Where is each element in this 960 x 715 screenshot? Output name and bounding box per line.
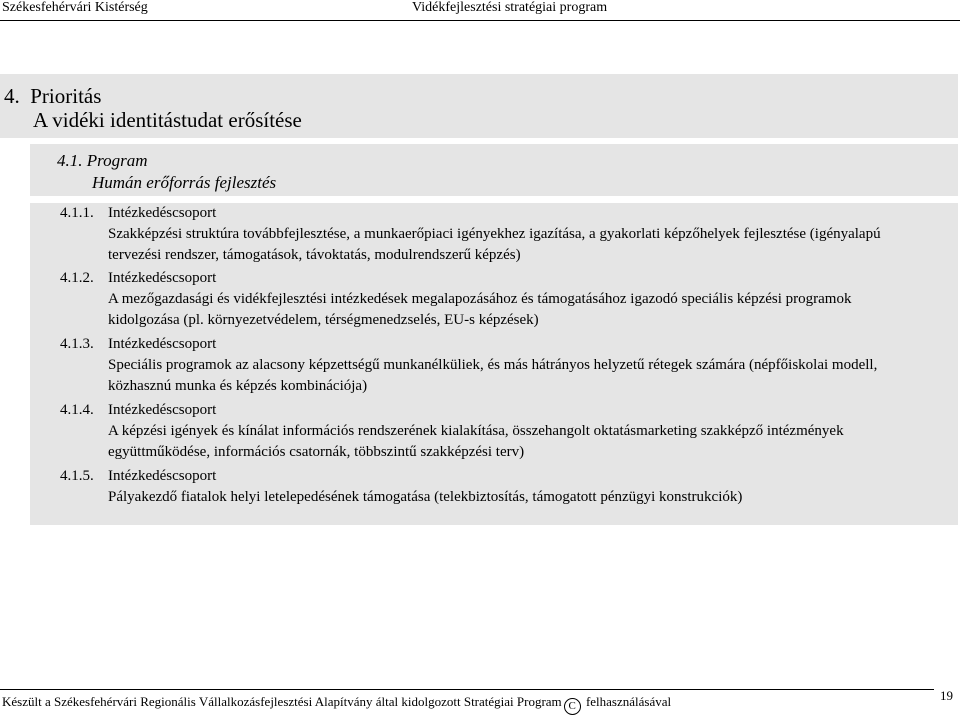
measure-group	[60, 268, 960, 331]
measure-description-line: Speciális programok az alacsony képzettségű munkanélküliek, és más hátrányos helyzetű rétegek számára (népfőiskolai modell,	[108, 357, 878, 373]
measure-group	[60, 400, 960, 463]
measure-description-line: Szakképzési struktúra továbbfejlesztése, a munkaerőpiaci igényekhez igazítása, a gyakorlati képzőhelyek fejlesztése (igényalapú	[108, 226, 881, 242]
program-box	[30, 144, 958, 196]
measure-group	[60, 466, 960, 508]
measure-description	[60, 421, 960, 463]
measure-description-line: kidolgozása (pl. környezetvédelem, térségmenedzselés, EU-s képzések)	[108, 312, 539, 328]
measure-description	[60, 289, 960, 331]
footer-credit-suffix: felhasználásával	[582, 694, 672, 709]
measure-heading	[60, 334, 960, 355]
measure-groups	[30, 203, 958, 525]
measure-description	[60, 487, 960, 508]
measure-heading	[60, 203, 960, 224]
measure-number: 4.1.1.	[60, 205, 94, 221]
measure-description	[60, 224, 960, 266]
measure-title: Intézkedéscsoport	[108, 402, 217, 418]
measure-heading	[60, 466, 960, 487]
measure-number: 4.1.3.	[60, 336, 94, 352]
measure-number: 4.1.2.	[60, 270, 94, 286]
priority-name: A vidéki identitástudat erősítése	[33, 108, 302, 132]
program-heading	[57, 150, 277, 194]
program-number: 4.1. Program	[57, 151, 148, 170]
measure-description-line: A képzési igények és kínálat információs rendszerének kialakítása, összehangolt oktatásmarketing szakképző intézmények	[108, 423, 844, 439]
header-region-name: Székesfehérvári Kistérség	[2, 0, 148, 15]
measure-description-line: tervezési rendszer, támogatások, távoktatás, modulrendszerű képzés)	[108, 247, 521, 263]
page-header	[0, 0, 960, 21]
priority-box	[0, 74, 958, 138]
measure-title: Intézkedéscsoport	[108, 336, 217, 352]
page-number: 19	[940, 688, 953, 703]
measure-title: Intézkedéscsoport	[108, 205, 217, 221]
footer-divider	[0, 689, 934, 690]
footer-credit	[2, 694, 671, 715]
priority-number: 4. Prioritás	[4, 84, 102, 108]
measure-heading	[60, 400, 960, 421]
measure-description-line: együttműködése, információs csatornák, többszintű szakképzési terv)	[108, 444, 525, 460]
measure-description-line: Pályakezdő fiatalok helyi letelepedésének támogatása (telekbiztosítás, támogatott pénzügyi konstrukciók)	[108, 489, 743, 505]
program-name: Humán erőforrás fejlesztés	[92, 173, 277, 192]
header-document-title: Vidékfejlesztési stratégiai program	[412, 0, 608, 15]
footer-credit-text: Készült a Székesfehérvári Regionális Vállalkozásfejlesztési Alapítvány által kidolgozott Stratégiai Program	[2, 694, 562, 709]
measure-group	[60, 203, 960, 266]
measure-number: 4.1.4.	[60, 402, 94, 418]
measure-title: Intézkedéscsoport	[108, 270, 217, 286]
measure-number: 4.1.5.	[60, 468, 94, 484]
copyright-icon: C	[564, 698, 581, 715]
measure-description	[60, 355, 960, 397]
measure-description-line: közhasznú munka és képzés kombinációja)	[108, 378, 368, 394]
measure-heading	[60, 268, 960, 289]
measure-group	[60, 334, 960, 397]
priority-heading	[4, 84, 302, 132]
measure-title: Intézkedéscsoport	[108, 468, 217, 484]
measure-description-line: A mezőgazdasági és vidékfejlesztési intézkedések megalapozásához és támogatásához igazodó speciális képzési programok	[108, 291, 852, 307]
